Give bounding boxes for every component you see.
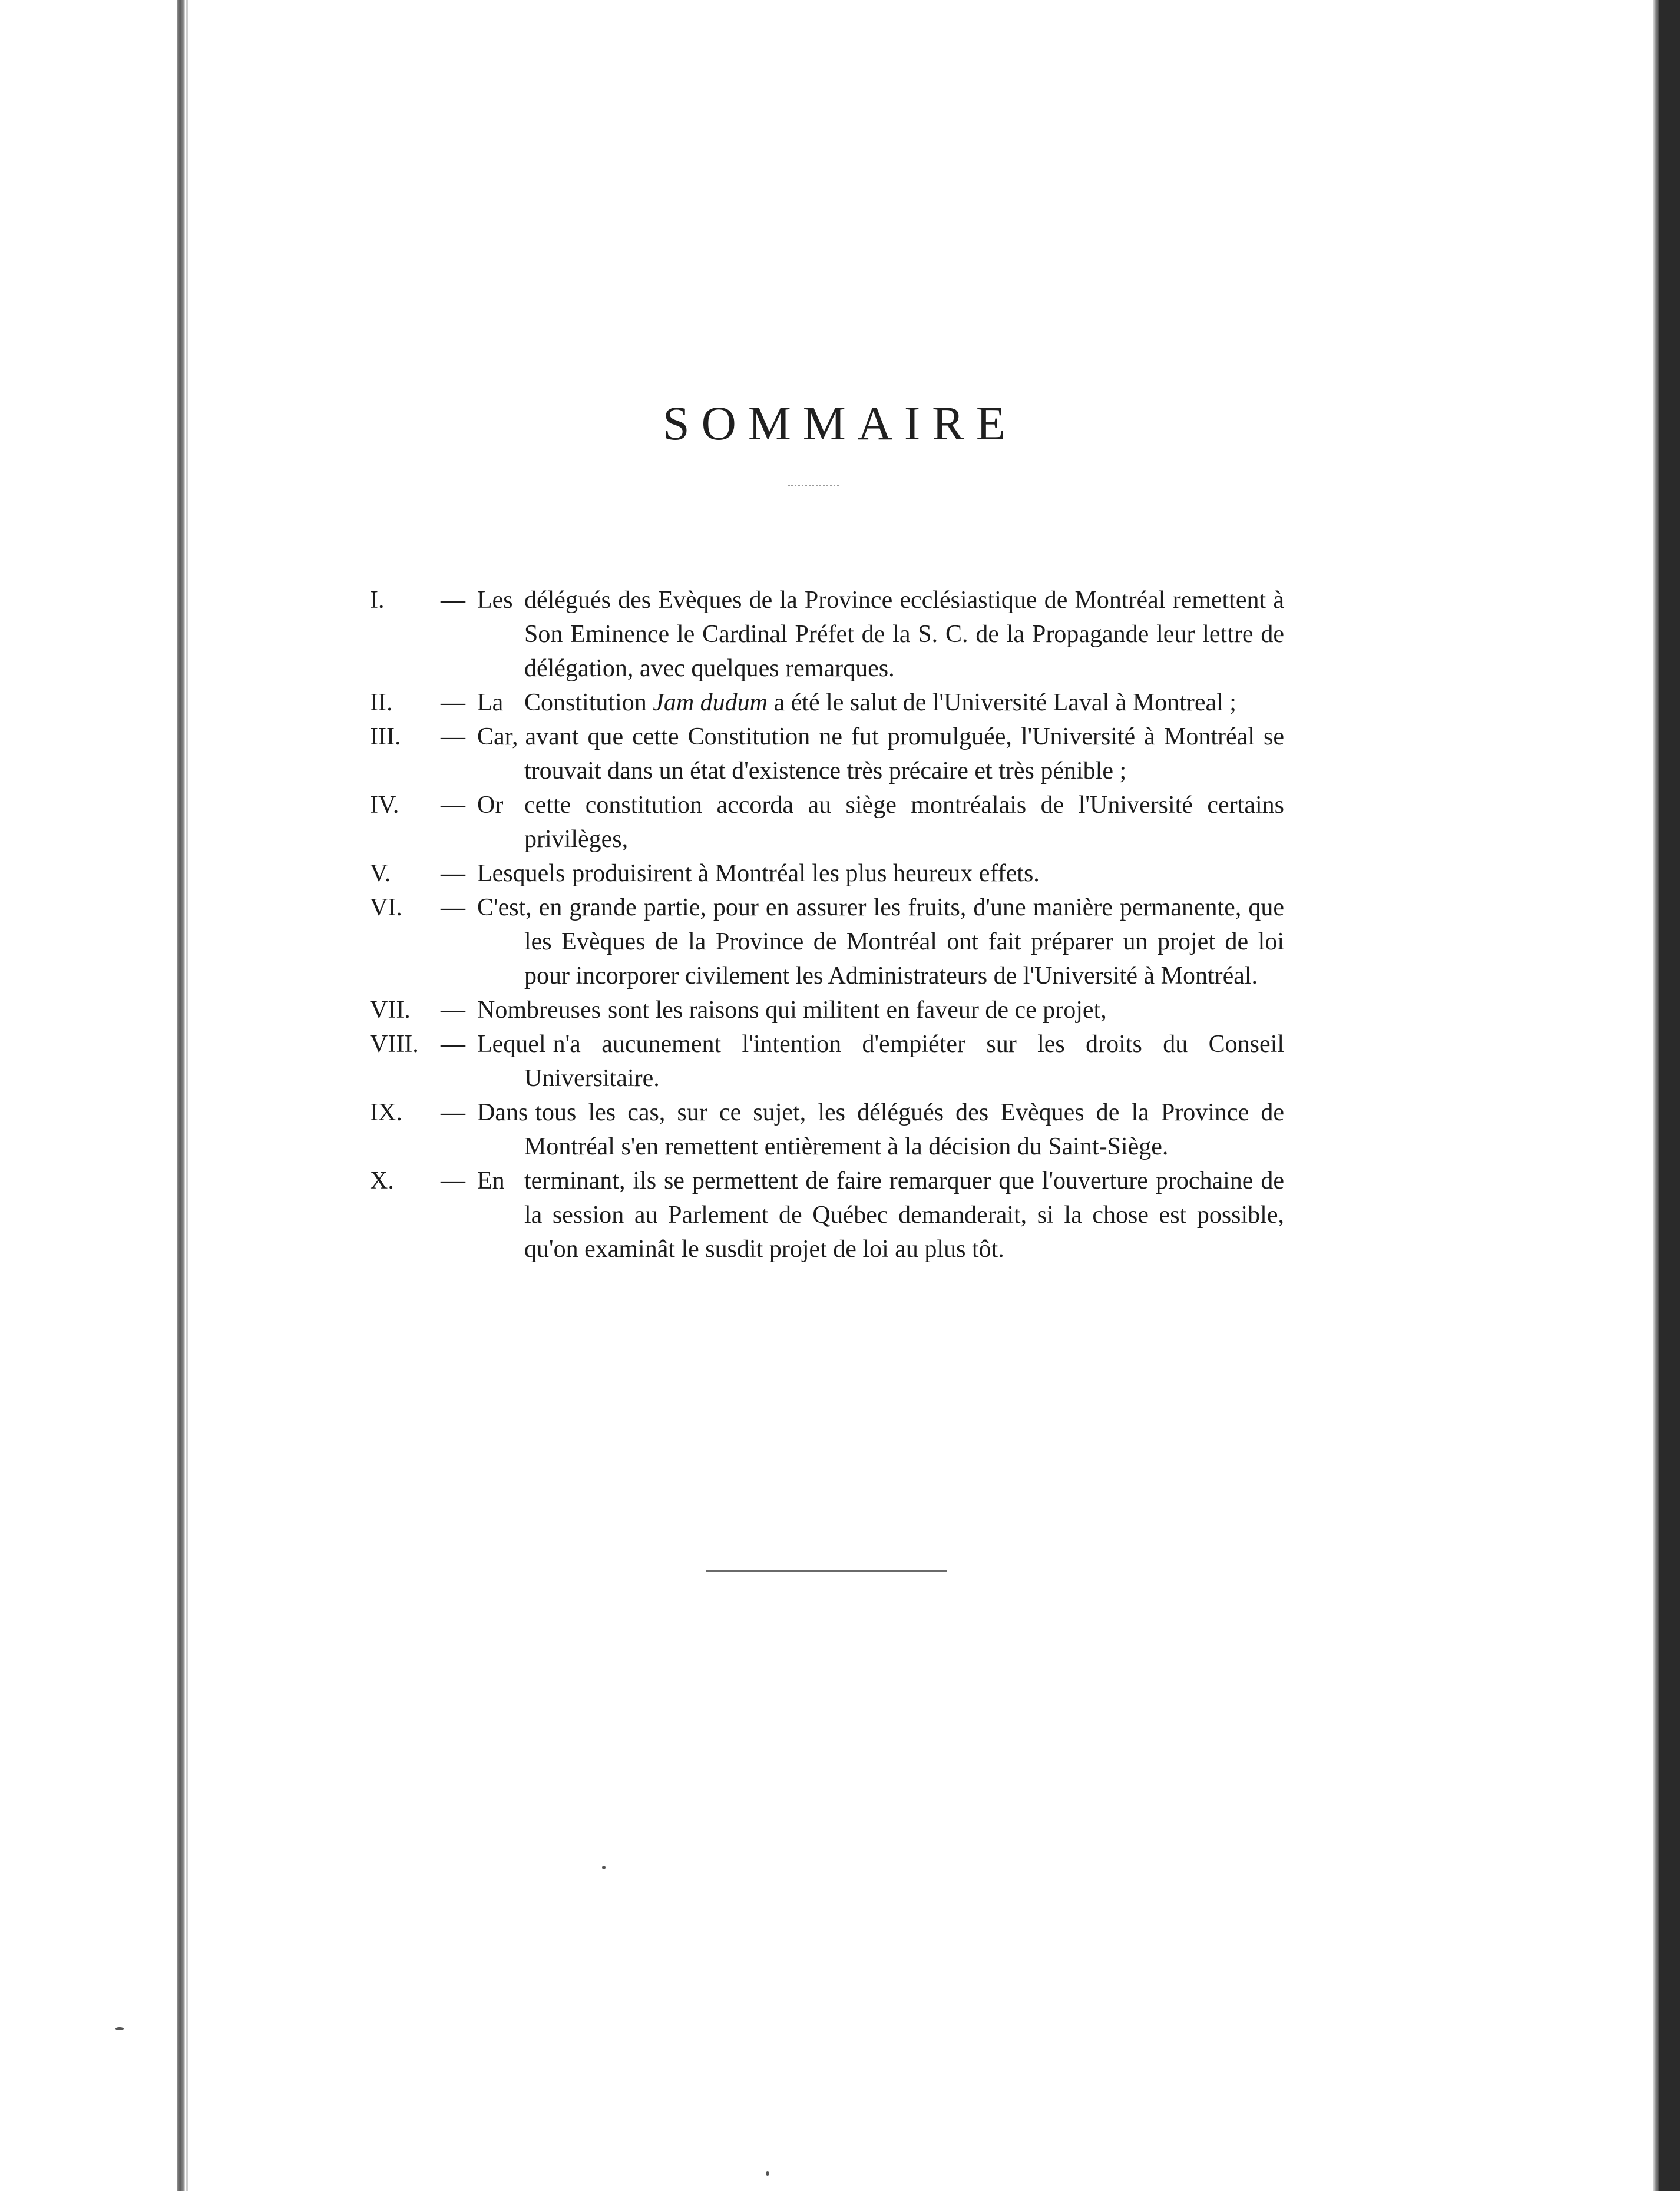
entry-lead-word: Lequel (477, 1031, 546, 1058)
entry-dash: — (441, 689, 465, 716)
entry-lead-word: La (477, 689, 504, 716)
entry-dash: — (441, 1167, 465, 1194)
entry-text (524, 720, 1284, 788)
entry-number: IX. (370, 1099, 402, 1126)
summary-entry-7 (365, 993, 1284, 1027)
entry-text (524, 1027, 1284, 1096)
entry-lead-word: C'est, (477, 894, 532, 921)
summary-entry-2 (365, 686, 1284, 720)
entry-text-content: cette constitution accorda au siège montréalais de l'Université certains privilèges, (524, 792, 1284, 853)
entry-text-content: Constitution (524, 689, 653, 716)
scan-speck (602, 1866, 606, 1869)
summary-entry-9 (365, 1096, 1284, 1164)
entry-number: I. (370, 587, 385, 614)
entry-text-content: tous les cas, sur ce sujet, les délégués des Evèques de la Province de Montréal s'en remettent entièrement à la décision du Saint-Siège. (524, 1099, 1284, 1160)
scan-speck (766, 2171, 769, 2176)
entry-number: II. (370, 689, 393, 716)
scan-speck (115, 2027, 124, 2030)
summary-entry-6 (365, 891, 1284, 993)
page-right-edge (1653, 0, 1659, 2191)
binding-edge (177, 0, 185, 2191)
entry-text (524, 583, 1284, 686)
entry-text-content: a été le salut de l'Université Laval à Montreal ; (768, 689, 1236, 716)
closing-rule (706, 1570, 947, 1572)
entry-text-italic: Jam dudum (653, 689, 768, 716)
entry-dash: — (441, 1099, 465, 1126)
entry-number: X. (370, 1167, 394, 1194)
entry-dash: — (441, 894, 465, 921)
entry-dash: — (441, 1031, 465, 1058)
page-title: SOMMAIRE (663, 396, 1017, 450)
entry-text-content: terminant, ils se permettent de faire remarquer que l'ouverture prochaine de la session au Parlement de Québec demanderait, si la chose est possible, qu'on examinât le susdit projet de loi au plus tôt. (524, 1167, 1284, 1263)
summary-list (365, 583, 1284, 1266)
entry-text (524, 891, 1284, 993)
summary-entry-4 (365, 788, 1284, 856)
entry-lead-word: Lesquels (477, 860, 565, 887)
entry-text-content: produisirent à Montréal les plus heureux effets. (572, 860, 1040, 887)
entry-number: IV. (370, 792, 399, 819)
entry-number: VIII. (370, 1031, 419, 1058)
entry-number: VII. (370, 997, 411, 1024)
entry-number: VI. (370, 894, 402, 921)
entry-dash: — (441, 860, 465, 887)
title-divider (788, 485, 839, 486)
entry-dash: — (441, 723, 465, 750)
entry-text-content: avant que cette Constitution ne fut promulguée, l'Université à Montréal se trouvait dans un état d'existence très précaire et très pénible ; (524, 723, 1284, 785)
entry-text-content: en grande partie, pour en assurer les fruits, d'une manière permanente, que les Evèques de la Province de Montréal ont fait préparer un projet de loi pour incorporer civilement les Administrateurs de l'Université à Montréal. (524, 894, 1284, 989)
entry-text (524, 1164, 1284, 1266)
entry-dash: — (441, 997, 465, 1024)
summary-entry-10 (365, 1164, 1284, 1266)
entry-text (524, 686, 1284, 720)
entry-lead-word: Car, (477, 723, 518, 750)
entry-lead-word: Or (477, 792, 504, 819)
entry-lead-word: En (477, 1167, 505, 1194)
entry-text (524, 993, 1284, 1027)
binding-edge-highlight (186, 0, 188, 2191)
entry-text (524, 1096, 1284, 1164)
entry-lead-word: Nombreuses (477, 997, 601, 1024)
entry-lead-word: Les (477, 587, 513, 614)
entry-number: V. (370, 860, 391, 887)
entry-text-content: n'a aucunement l'intention d'empiéter sur les droits du Conseil Universitaire. (524, 1031, 1284, 1092)
entry-dash: — (441, 792, 465, 819)
entry-lead-word: Dans (477, 1099, 528, 1126)
summary-entry-5 (365, 856, 1284, 891)
entry-text-content: sont les raisons qui militent en faveur de ce projet, (607, 997, 1107, 1024)
entry-text (524, 788, 1284, 856)
summary-entry-3 (365, 720, 1284, 788)
entry-text (524, 856, 1284, 891)
entry-number: III. (370, 723, 401, 750)
entry-text-content: délégués des Evèques de la Province ecclésiastique de Montréal remettent à Son Eminence le Cardinal Préfet de la S. C. de la Propagande leur lettre de délégation, avec quelques remarques. (524, 587, 1284, 682)
entry-dash: — (441, 587, 465, 614)
summary-entry-1 (365, 583, 1284, 686)
summary-entry-8 (365, 1027, 1284, 1096)
scan-background-right (1659, 0, 1680, 2191)
